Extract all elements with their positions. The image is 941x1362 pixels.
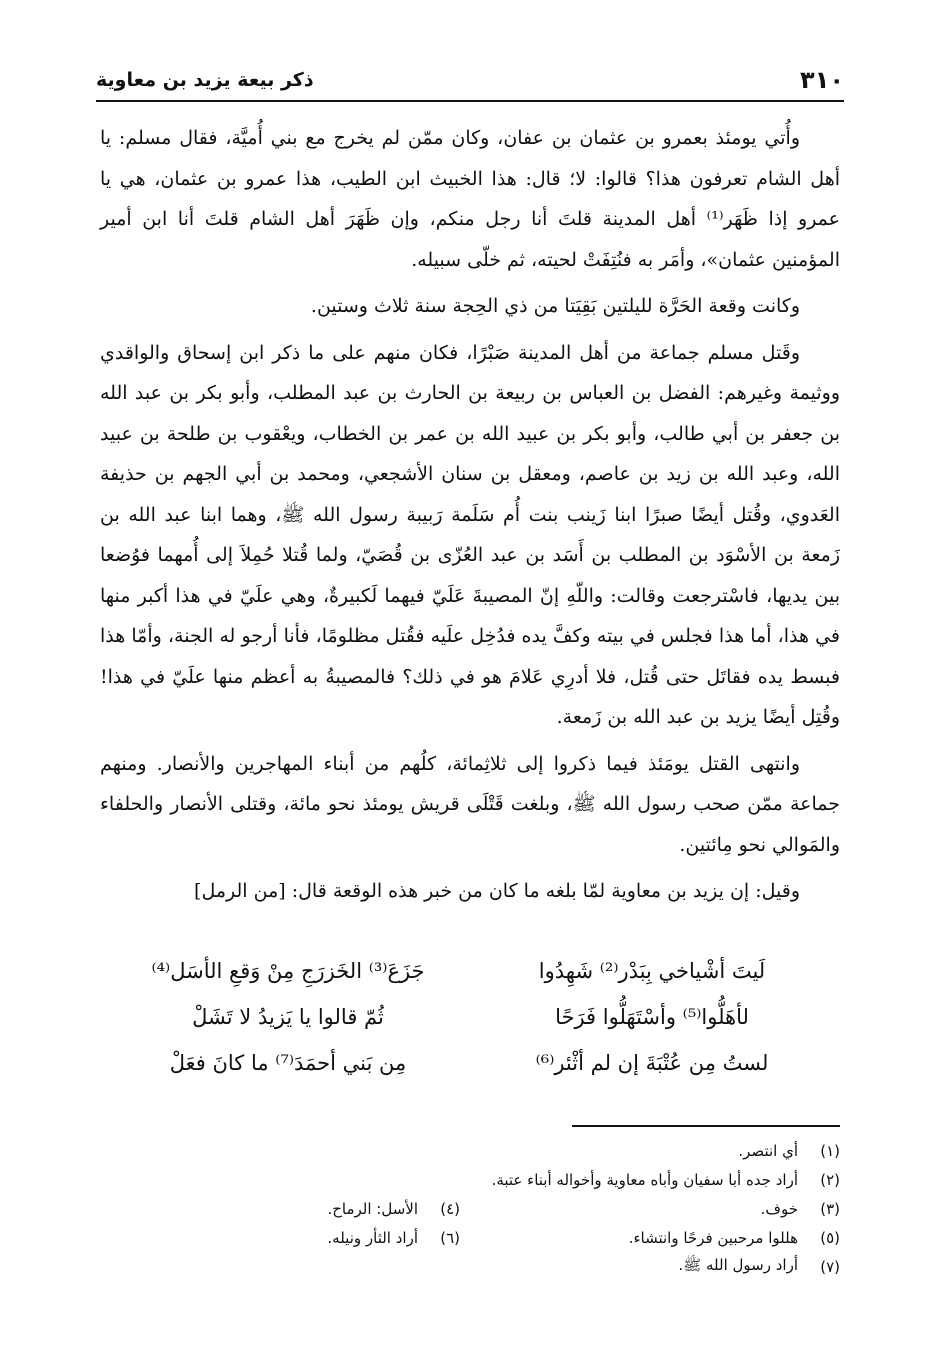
- poem-second-hemistich: ثُمّ قالوا يا يَزيدُ لا تَشَلْ: [192, 1005, 384, 1029]
- poem-first-hemistich: لستُ مِن عُتْبَةَ إن لم أثْئر⁽⁶⁾: [535, 1051, 769, 1075]
- poem-second-hemistich: مِن بَني أحمَدَ⁽⁷⁾ ما كانَ فعَلْ: [169, 1051, 407, 1075]
- footnote-row: [100, 1223, 840, 1252]
- footnote: [460, 1229, 840, 1247]
- paragraph-killed-list: وقَتل مسلم جماعة من أهل المدينة صَبْرًا، فكان منهم على ما ذكر ابن إسحاق والواقدي ووثيمة وغيرهم: الفضل بن العباس بن ربيعة بن الحارث بن عبد المطلب، وأبو بكر بن عبد الله بن جعفر بن أبي طالب، وأبو بكر بن عبيد الله بن عمر بن الخطاب، ويعْقوب بن طلحة بن عبيد الله، وعبد الله بن زيد بن عاصم، ومعقل بن سنان الأشجعي، ومحمد بن أبي الجهم بن حذيفة العَدوي، وقُتل أيضًا صبرًا ابنا زَينب بنت أُم سَلَمة رَبيبة رسول الله ﷺ، وهما ابنا عبد الله بن زَمعة بن الأسْوَد بن المطلب بن أَسَد بن عبد العُزّى بن قُصَيّ، ولما قُتلا حُمِلاَ إلى أُمهما فوُضعا بين يديها، فاسْترجعت وقالت: واللّهِ إنّ المصيبةَ عَلَيّ فيهما لَكبيرةٌ، وهي علَيّ في هذا أكبر منها في هذا، أما هذا فجلس في بيته وكفَّ يده فدُخِل علَيه فقُتل مظلومًا، فأنا أرجو له الجنة، وأمّا هذا فبسط يده فقاتَل حتى قُتل، فلا أدرِي عَلامَ هو في ذلك؟ فالمصيبةُ به أعظم منها علَيّ في هذا! وقُتِل أيضًا يزيد بن عبد الله بن زَمعة.: [100, 341, 840, 728]
- footnote: [492, 1171, 840, 1189]
- footnote-number: (١): [820, 1141, 840, 1160]
- paragraph-amr-ibn-uthman: وأُتي يومئذ بعمرو بن عثمان بن عفان، وكان ممّن لم يخرج مع بني أُميَّة، فقال مسلم: يا أهل الشام تعرفون هذا؟ قالوا: لا؛ قال: هذا الخبيث ابن الطيب، هذا عمرو بن عثمان، هي يا عمرو إذا ظَهَر⁽¹⁾ أهل المدينة قلتَ أنا رجل منكم، وإن ظَهَرَ أهل الشام قلتَ أنا ابن أمير المؤمنين عثمان»، وأمَر به فنُتِفَتْ لحيته، ثم خلّى سبيله.: [100, 127, 840, 271]
- footnote-row: [100, 1252, 840, 1281]
- footnote-text: أي انتصر.: [738, 1141, 798, 1160]
- footnote-number: (٧): [820, 1257, 840, 1276]
- footnote-text: الأسل: الرماح.: [327, 1199, 418, 1218]
- poem-second-hemistich: جَزَعَ⁽³⁾ الخَزرَجِ مِنْ وَقعِ الأسَل⁽⁴⁾: [151, 959, 425, 983]
- paragraph-yazid-poem-intro: وقيل: إن يزيد بن معاوية لمّا بلغه ما كان من خبر هذه الوقعة قال: [من الرمل]: [194, 880, 800, 902]
- footnote-divider: [572, 1125, 840, 1127]
- footnote-row: [100, 1165, 840, 1194]
- footnote-number: (٦): [440, 1228, 460, 1247]
- footnote-row: [100, 1194, 840, 1223]
- footnote: [327, 1200, 460, 1218]
- main-text: [100, 118, 840, 918]
- footnote-text: خوف.: [760, 1199, 798, 1218]
- paragraph-harra-date: وكانت وقعة الحَرَّة لليلتين بَقِيَتا من ذي الحِجة سنة ثلاث وستين.: [310, 295, 800, 317]
- poem-verse: [128, 948, 812, 994]
- footnote-text: أراد جده أبا سفيان وأباه معاوية وأخواله أبناء عتبة.: [491, 1170, 798, 1189]
- footnote-text: هللوا مرحبين فرحًا وانتشاء.: [628, 1228, 798, 1247]
- paragraph-death-toll: وانتهى القتل يومَئذ فيما ذكروا إلى ثلاثِمائة، كلُهم من أبناء المهاجرين والأنصار. ومنهم جماعة ممّن صحب رسول الله ﷺ، وبلغت قَتْلَى قريش يومئذ نحو مائة، وقتلى الأنصار والحلفاء والمَوالي نحو مِائتين.: [100, 752, 840, 856]
- footnote-row: [100, 1136, 840, 1165]
- page-header: [96, 60, 844, 102]
- running-title: ذكر بيعة يزيد بن معاوية: [96, 69, 314, 91]
- poem-first-hemistich: لأهَلُّوا⁽⁵⁾ وأسْتَهَلُّوا فَرَحًا: [555, 1005, 749, 1029]
- page-number: ٣١٠: [800, 66, 844, 94]
- footnote: [738, 1142, 840, 1160]
- footnote-text: أراد رسول الله ﷺ.: [678, 1255, 798, 1274]
- footnote-number: (٣): [820, 1199, 840, 1218]
- footnote-text: أراد الثأر ونيله.: [327, 1228, 418, 1247]
- footnote: [678, 1256, 840, 1278]
- footnotes: [100, 1136, 840, 1281]
- footnote-number: (٥): [820, 1228, 840, 1247]
- poem-first-hemistich: لَيتَ أشْياخي بِبَدْر⁽²⁾ شَهِدُوا: [538, 959, 766, 983]
- footnote-number: (٤): [440, 1199, 460, 1218]
- poem: [128, 948, 812, 1086]
- poem-verse: [128, 994, 812, 1040]
- footnote: [327, 1229, 460, 1247]
- footnote-number: (٢): [820, 1170, 840, 1189]
- poem-verse: [128, 1040, 812, 1086]
- footnote: [460, 1200, 840, 1218]
